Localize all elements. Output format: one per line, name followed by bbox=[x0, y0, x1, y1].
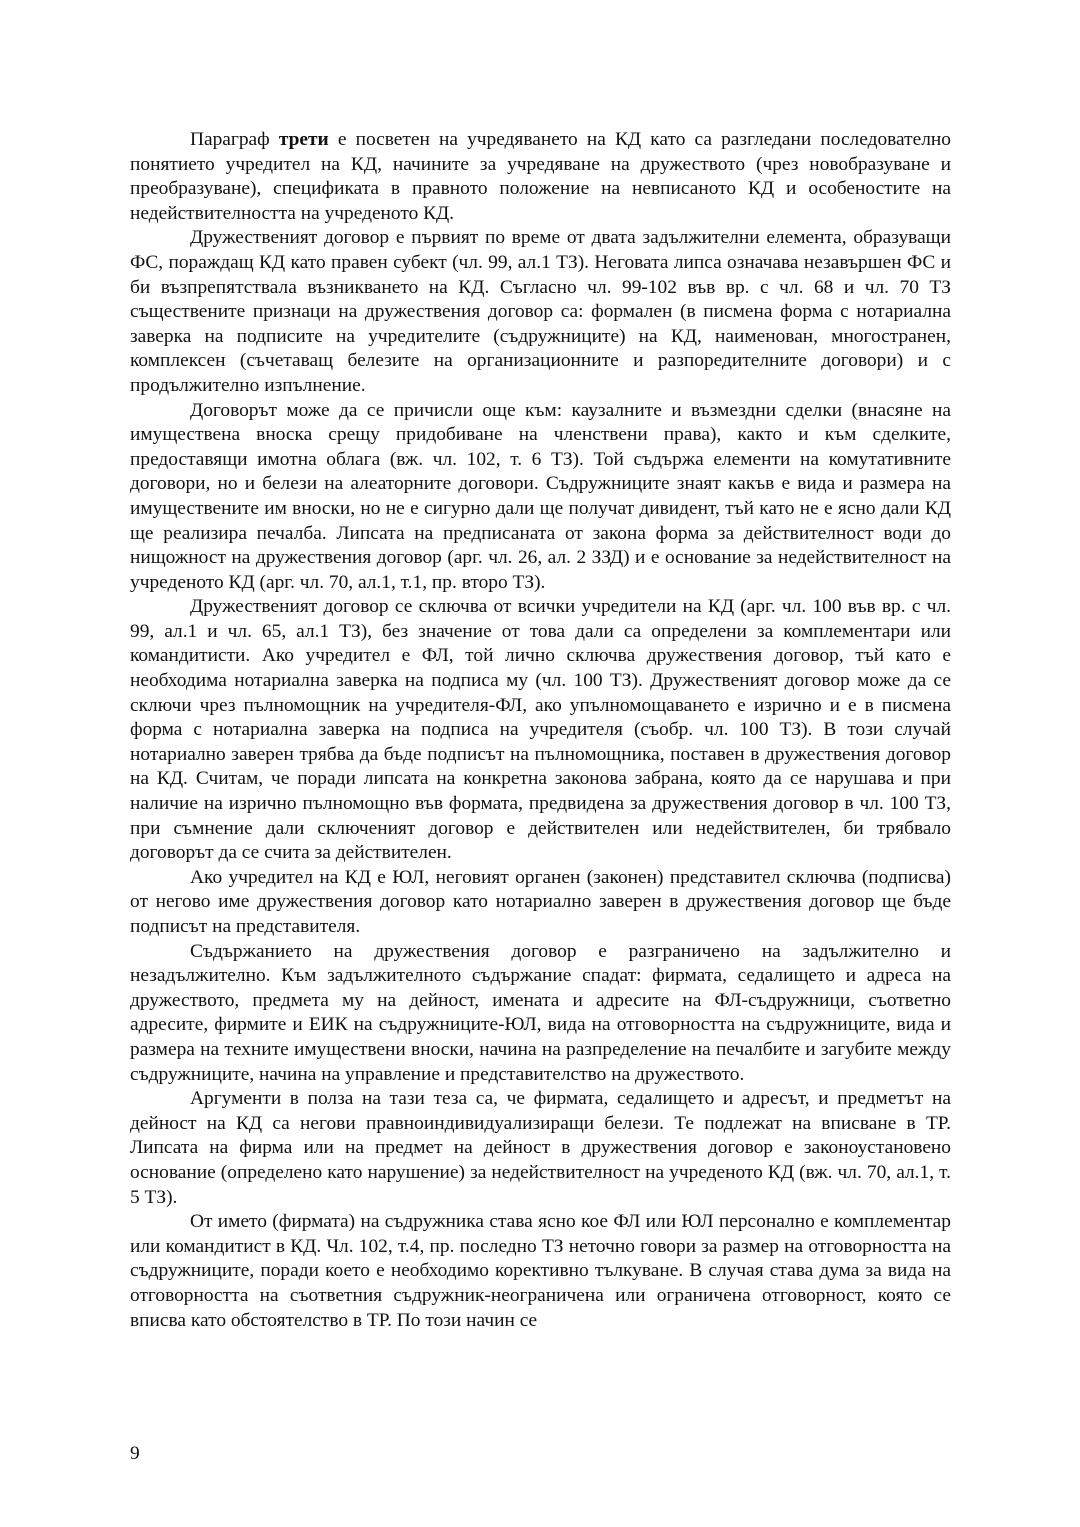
paragraph-3: Договорът може да се причисли още към: каузалните и възмездни сделки (внасяне на имуществена вноска срещу придобиване на членствени права), както и към сделките, предоставящи имотна облага (вж. чл. 102, т. 6 ТЗ). Той съдържа елементи на комутативните договори, но и белези на алеаторните договори. Съдружниците знаят какъв е вида и размера на имуществените им вноски, но не е сигурно дали ще получат дивидент, тъй като не е ясно дали КД ще реализира печалба. Липсата на предписаната от закона форма за действителност води до нищожност на дружествения договор (арг. чл. 26, ал. 2 ЗЗД) и е основание за недействителност на учреденото КД (арг. чл. 70, ал.1, т.1, пр. второ ТЗ). bbox=[130, 399, 951, 593]
paragraph-1 bbox=[130, 128, 951, 226]
paragraph-4: Дружественият договор се сключва от всички учредители на КД (арг. чл. 100 във вр. с чл. 99, ал.1 и чл. 65, ал.1 ТЗ), без значение от това дали са определени за комплементари или командитисти. Ако учредител е ФЛ, той лично сключва дружествения договор, тъй като е необходима нотариална заверка на подписа му (чл. 100 ТЗ). Дружественият договор може да се сключи чрез пълномощник на учредителя-ФЛ, ако упълномощаването е изрично и е в писмена форма с нотариална заверка на подписа на учредителя (съобр. чл. 100 ТЗ). В този случай нотариално заверен трябва да бъде подписът на пълномощника, поставен в дружествения договор на КД. Считам, че поради липсата на конкретна законова забрана, която да се нарушава и при наличие на изрично пълномощно във формата, предвидена за дружествения договор в чл. 100 ТЗ, при съмнение дали сключеният договор е действителен или недействителен, би трябвало договорът да се счита за действителен. bbox=[130, 596, 951, 864]
paragraph-7: Аргументи в полза на тази теза са, че фирмата, седалището и адресът, и предметът на дейност на КД са негови правноиндивидуализиращи белези. Те подлежат на вписване в ТР. Липсата на фирма или на предмет на дейност в дружествения договор е законоустановено основание (определено като нарушение) за недействителност на учреденото КД (вж. чл. 70, ал.1, т. 5 ТЗ). bbox=[130, 1088, 951, 1208]
paragraph-1-lead: Параграф bbox=[190, 129, 279, 150]
paragraph-1-rest: е посветен на учредяването на КД като са разгледани последователно понятието учредител на КД, начините за учредяване на дружеството (чрез новобразуване и преобразуване), спецификата в правното положение на невписаното КД и особеностите на недействителността на учреденото КД. bbox=[130, 129, 951, 224]
paragraph-8: От името (фирмата) на съдружника става ясно кое ФЛ или ЮЛ персонално е комплементар или командитист в КД. Чл. 102, т.4, пр. последно ТЗ неточно говори за размер на отговорността на съдружниците, поради което е необходимо корективно тълкуване. В случая става дума за вида на отговорността на съответния съдружник-неограничена или ограничена отговорност, която се вписва като обстоятелство в ТР. По този начин се bbox=[130, 1211, 951, 1331]
paragraph-1-bold-word: трети bbox=[278, 129, 329, 150]
paragraph-6: Съдържанието на дружествения договор е разграничено на задължително и незадължително. Към задължителното съдържание спадат: фирмата, седалището и адреса на дружеството, предмета му на дейност, имената и адресите на ФЛ-съдружници, съответно адресите, фирмите и ЕИК на съдружниците-ЮЛ, вида на отговорността на съдружниците, вида и размера на техните имуществени вноски, начина на разпределение на печалбите и загубите между съдружниците, начина на управление и представителство на дружеството. bbox=[130, 940, 951, 1085]
document-body bbox=[130, 128, 951, 1333]
page-number: 9 bbox=[130, 1443, 140, 1464]
paragraph-2: Дружественият договор е първият по време от двата задължителни елемента, образуващи ФС, пораждащ КД като правен субект (чл. 99, ал.1 ТЗ). Неговата липса означава незавършен ФС и би възпрепятствала възникването на КД. Съгласно чл. 99-102 във вр. с чл. 68 и чл. 70 ТЗ съществените признаци на дружествения договор са: формален (в писмена форма с нотариална заверка на подписите на учредителите (съдружниците) на КД, наименован, многостранен, комплексен (съчетаващ белезите на организационните и разпоредителните договори) и с продължително изпълнение. bbox=[130, 227, 951, 396]
paragraph-5: Ако учредител на КД е ЮЛ, неговият органен (законен) представител сключва (подписва) от негово име дружествения договор като нотариално заверен в дружествения договор ще бъде подписът на представителя. bbox=[130, 866, 951, 937]
